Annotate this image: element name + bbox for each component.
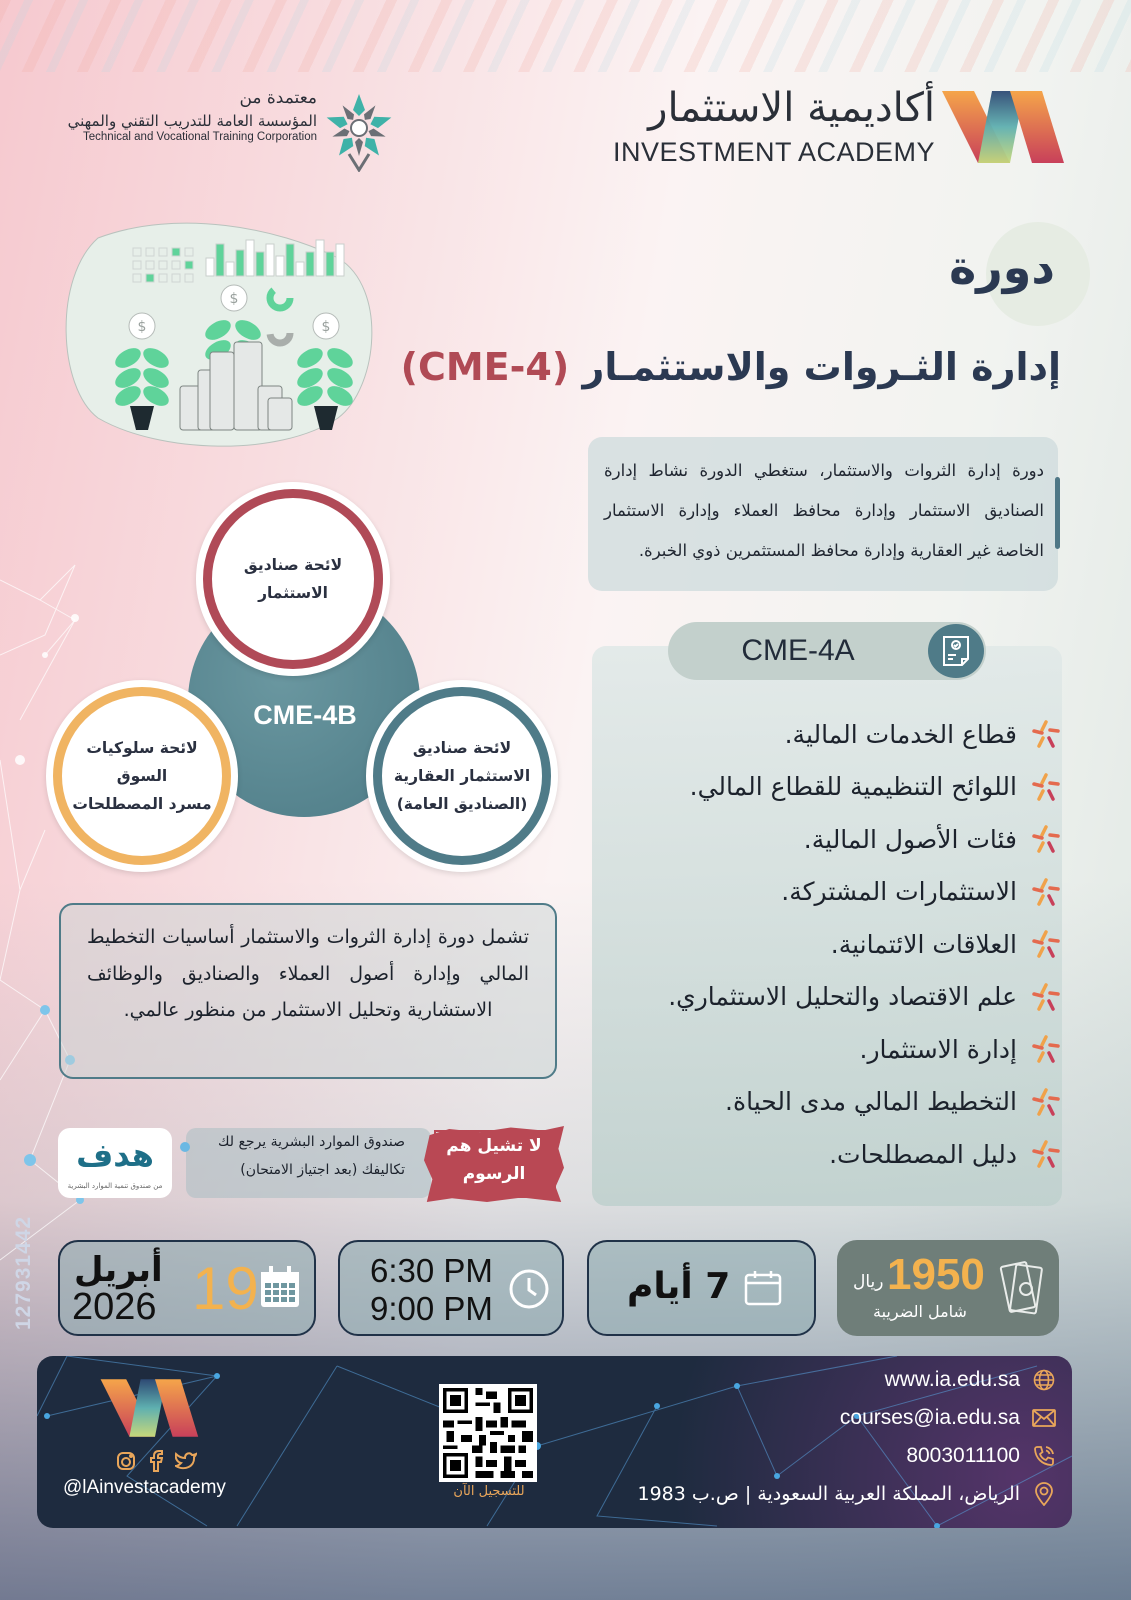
star-bullet-icon	[1031, 1139, 1061, 1169]
module-a-topics	[611, 708, 1061, 1181]
twitter-icon[interactable]	[175, 1450, 197, 1472]
hadaf-logo-text: هدف	[76, 1136, 154, 1174]
header-pattern	[0, 0, 1131, 72]
topic-text: قطاع الخدمات المالية.	[784, 719, 1017, 749]
hadaf-logo-sub: من صندوق تنمية الموارد البشرية	[67, 1182, 163, 1190]
qr-label: للتسجيل الآن	[453, 1484, 525, 1499]
investment-growth-illustration	[58, 218, 388, 450]
circle-line: لائحة صناديق	[243, 556, 343, 574]
topic-text: إدارة الاستثمار.	[859, 1034, 1017, 1064]
reference-number: 127931442	[12, 1215, 35, 1330]
module-b-code: CME-4B	[253, 700, 357, 730]
start-year: 2026	[72, 1286, 157, 1328]
module-a-code: CME-4A	[741, 634, 855, 667]
email-text[interactable]: courses@ia.edu.sa	[839, 1406, 1020, 1429]
accreditation-block	[55, 88, 395, 178]
cash-icon	[999, 1260, 1045, 1316]
instagram-icon[interactable]	[115, 1450, 137, 1472]
phone-icon	[1032, 1444, 1056, 1468]
price-amount: 1950	[887, 1250, 985, 1299]
circle-line: الاستثمار	[258, 584, 328, 602]
course-prefix: دورة	[949, 240, 1055, 294]
start-day: 19	[192, 1255, 259, 1322]
brand-name-en: INVESTMENT ACADEMY	[612, 137, 935, 167]
end-time: 9:00 PM	[370, 1290, 493, 1327]
course-intro-box	[588, 437, 1058, 591]
date-card	[58, 1240, 316, 1336]
star-bullet-icon	[1031, 824, 1061, 854]
phone-text[interactable]: 8003011100	[906, 1444, 1020, 1467]
contact-website[interactable]	[885, 1368, 1056, 1392]
investment-academy-logo	[605, 85, 1065, 175]
fees-badge	[424, 1120, 564, 1206]
topic-text: العلاقات الائتمانية.	[830, 929, 1017, 959]
facebook-icon[interactable]	[145, 1450, 167, 1472]
contact-phone[interactable]	[906, 1444, 1056, 1468]
topic-item	[611, 971, 1061, 1024]
org-name-en: Technical and Vocational Training Corporation	[83, 131, 317, 143]
calendar-icon	[744, 1270, 782, 1306]
tvtc-emblem-icon	[323, 90, 395, 172]
topic-item	[611, 1023, 1061, 1076]
course-title-text: إدارة الثـروات والاستثمـار	[582, 345, 1061, 389]
refund-line-2: تكاليفك (بعد اجتياز الامتحان)	[240, 1162, 405, 1178]
circle-line: لائحة سلوكيات	[86, 739, 198, 757]
hadaf-logo	[58, 1128, 172, 1198]
topic-item	[611, 761, 1061, 814]
topic-item	[611, 1128, 1061, 1181]
bullet-dot	[180, 1142, 190, 1152]
price-currency: ريال	[853, 1272, 884, 1292]
start-time: 6:30 PM	[370, 1252, 493, 1289]
star-bullet-icon	[1031, 982, 1061, 1012]
address-text: الرياض، المملكة العربية السعودية | ص.ب 1983	[637, 1483, 1020, 1505]
topic-text: فئات الأصول المالية.	[803, 824, 1017, 854]
topic-text: دليل المصطلحات.	[829, 1139, 1017, 1169]
topic-text: التخطيط المالي مدى الحياة.	[725, 1087, 1017, 1117]
module-b-circle-real-estate-funds	[366, 680, 558, 872]
contact-address	[638, 1482, 1057, 1506]
location-pin-icon	[1032, 1482, 1056, 1506]
star-bullet-icon	[1031, 929, 1061, 959]
clock-icon	[508, 1268, 550, 1310]
svg-text:$: $	[229, 291, 239, 307]
social-links	[115, 1450, 197, 1472]
academy-ribbon-mark-icon	[940, 87, 1065, 167]
time-card	[338, 1240, 564, 1336]
course-code: (CME-4)	[400, 345, 570, 389]
star-bullet-icon	[1031, 719, 1061, 749]
topic-item	[611, 1076, 1061, 1129]
circle-line: مسرد المصطلحات	[72, 795, 212, 813]
intro-accent-bar	[1055, 477, 1060, 549]
globe-icon	[1032, 1368, 1056, 1392]
document-check-icon	[928, 624, 984, 678]
module-b-circle-investment-funds	[196, 482, 390, 676]
website-text[interactable]: www.ia.edu.sa	[884, 1368, 1020, 1391]
circle-line: السوق	[116, 767, 168, 785]
circle-line: لائحة صناديق	[412, 739, 512, 757]
calendar-grid-icon	[260, 1266, 300, 1308]
module-a-header	[668, 622, 986, 680]
footer-academy-mark-icon	[99, 1376, 199, 1440]
topic-item	[611, 866, 1061, 919]
price-card	[837, 1240, 1059, 1336]
svg-text:$: $	[137, 319, 147, 335]
hadaf-refund-note	[186, 1128, 431, 1198]
accreditation-label: معتمدة من	[239, 88, 317, 108]
duration-card	[587, 1240, 816, 1336]
org-name-ar: المؤسسة العامة للتدريب التقني والمهني	[67, 112, 317, 130]
contact-email[interactable]	[840, 1406, 1056, 1430]
circle-line: الاستثمار العقارية	[393, 767, 531, 785]
star-bullet-icon	[1031, 1087, 1061, 1117]
star-bullet-icon	[1031, 1034, 1061, 1064]
topic-text: الاستثمارات المشتركة.	[781, 877, 1017, 907]
topic-item	[611, 813, 1061, 866]
topic-item	[611, 708, 1061, 761]
brand-name-ar: أكاديمية الاستثمار	[648, 85, 935, 131]
mail-icon	[1032, 1406, 1056, 1430]
topic-text: علم الاقتصاد والتحليل الاستثماري.	[668, 982, 1017, 1012]
course-summary-box	[59, 903, 557, 1079]
circle-line: (الصناديق العامة)	[396, 795, 528, 813]
star-bullet-icon	[1031, 772, 1061, 802]
course-intro-text: دورة إدارة الثروات والاستثمار، ستغطي الدورة نشاط إدارة الصناديق الاستثمار وإدارة محافظ العملاء وإدارة الاستثمار الخاصة غير العقارية وإدارة محافظ المستثمرين ذوي الخبرة.	[604, 461, 1044, 560]
module-b-circle-market-conduct	[46, 680, 238, 872]
star-bullet-icon	[1031, 877, 1061, 907]
price-tax-note: شامل الضريبة	[873, 1302, 967, 1321]
footer	[37, 1356, 1072, 1528]
social-handle[interactable]: @lAinvestacademy	[63, 1477, 226, 1498]
topic-text: اللوائح التنظيمية للقطاع المالي.	[689, 772, 1017, 802]
badge-line-2: الرسوم	[462, 1164, 526, 1184]
topic-item	[611, 918, 1061, 971]
registration-qr-code[interactable]	[439, 1384, 537, 1482]
badge-line-1: لا تشيل هم	[446, 1136, 542, 1156]
start-month: أبريل	[74, 1250, 163, 1290]
course-title	[401, 345, 1061, 389]
refund-line-1: صندوق الموارد البشرية يرجع لك	[217, 1134, 405, 1150]
course-summary-text: تشمل دورة إدارة الثروات والاستثمار أساسيات التخطيط المالي وإدارة أصول العملاء والصناديق والوظائف الاستشارية وتحليل الاستثمار من منظور عالمي.	[87, 926, 529, 1021]
duration-days: 7 أيام	[627, 1266, 731, 1307]
svg-text:$: $	[321, 319, 331, 335]
